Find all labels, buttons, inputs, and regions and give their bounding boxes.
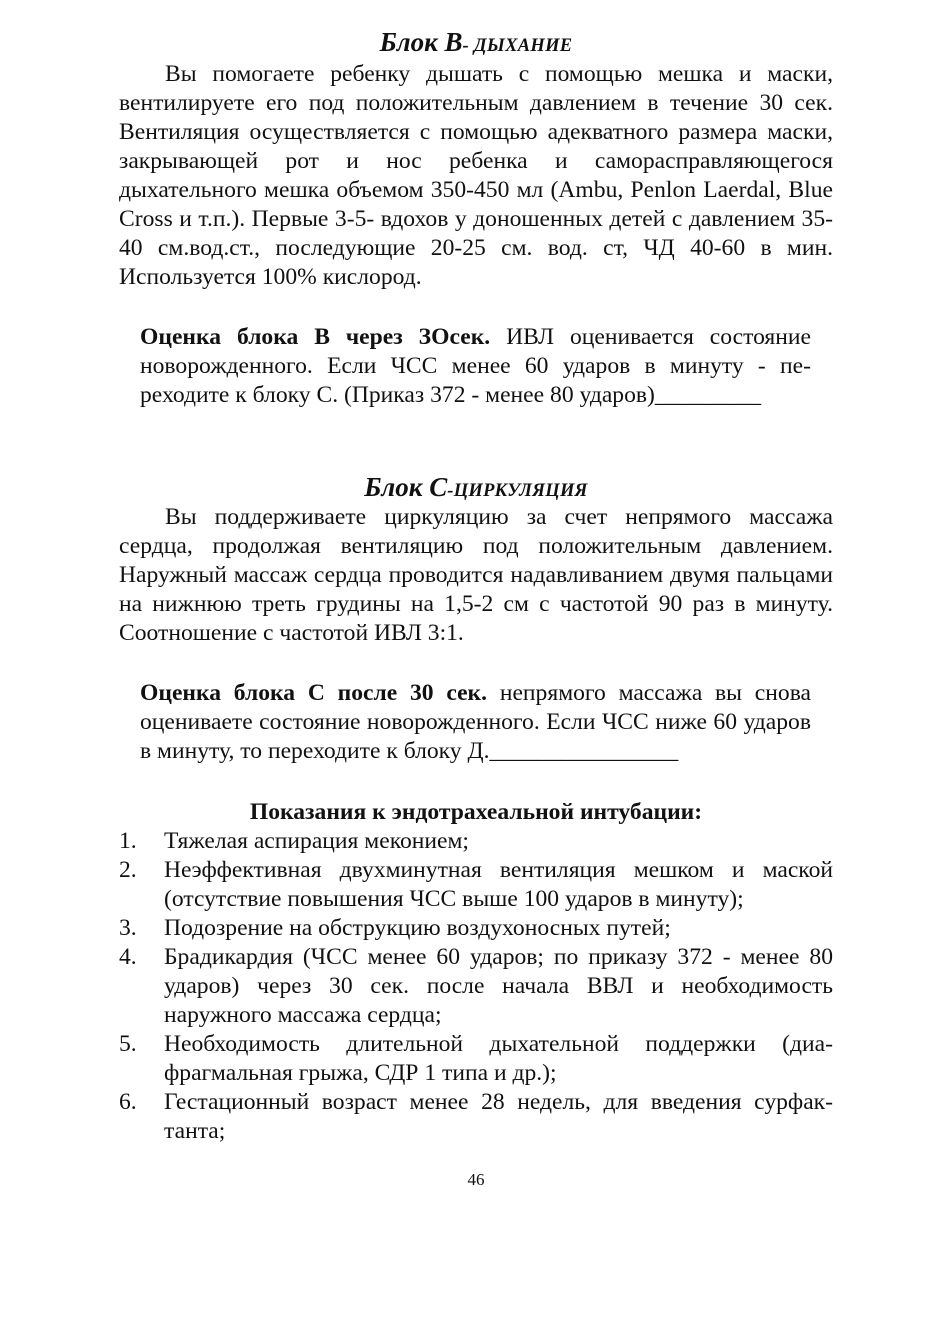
page-number: 46 [467,1170,485,1189]
list-item: 4. Брадикардия (ЧСС менее 60 ударов; по приказу 372 - менее 80 ударов) через 30 сек. после начала ВВЛ и необходимость наружного массажа сердца; [119,944,833,1028]
block-b-heading [119,27,833,61]
block-c-body [119,503,833,648]
list-item: 2. Неэффективная двухминутная вентиляция мешком и маской (отсутствие повышения ЧСС выше 100 ударов в минуту); [119,857,833,912]
block-b-body [119,60,833,292]
block-c-title: Блок С [364,472,448,502]
block-b-paragraph: Вы помогаете ребенку дышать с помощью мешка и маски, вентилируете его под положительным давлением в течение 30 сек. Вентиляция осуществляется с помощью адекватного размера маски, закрывающей рот и нос ребенка и саморасправляющегося дыхательного мешка объемом 350-450 мл (Ambu, Penlon Laerdal, Blue Cross и т.п.). Первые 3-5- вдохов у доношенных детей с давлением 35-40 см.вод.ст., последующие 20-25 см. вод. ст, ЧД 40-60 в мин. Используется 100% кислород. [119,61,833,290]
block-c-assessment [140,679,811,766]
list-item: 6. Гестационный возраст менее 28 недель, для введения сурфактанта; [119,1089,833,1144]
block-b-assessment-label: Оценка блока В через ЗОсек. [140,324,491,350]
block-c-paragraph: Вы поддерживаете циркуляцию за счет непрямого массажа сердца, продолжая вентиляцию под положительным давлением. Наружный массаж сердца проводится надавливанием двумя пальцами на нижнюю треть грудины на 1,5-2 см с частотой 90 раз в минуту. Соотношение с частотой ИВЛ 3:1. [119,504,833,646]
block-c-heading [119,472,833,506]
block-b-subtitle: - ДЫХАНИЕ [462,36,573,56]
list-item: 5. Необходимость длительной дыхательной поддержки (диафрагмальная грыжа, СДР 1 типа и др.); [119,1031,833,1086]
block-c-assessment-text: непрямого массажа вы снова оцениваете состояние новорожденного. Если ЧСС ниже 60 ударов в минуту, то переходите к блоку Д.________________ [140,680,811,764]
block-b-assessment-text: ИВЛ оценивается состояние новорожденного. Если ЧСС менее 60 ударов в минуту - переходите к блоку С. (Приказ 372 - менее 80 ударов)_________ [140,324,811,408]
list-item: 1. Тяжелая аспирация меконием; [119,828,469,854]
list-item: 3. Подозрение на обструкцию воздухоносных путей; [119,915,671,941]
block-b-title: Блок В [379,27,463,57]
block-c-assessment-label: Оценка блока С после 30 сек. [140,680,488,706]
indications-title: Показания к эндотрахеальной интубации: [249,799,703,825]
indications-list [119,827,833,1146]
block-b-assessment [140,323,811,410]
block-c-subtitle: -ЦИРКУЛЯЦИЯ [447,481,588,501]
